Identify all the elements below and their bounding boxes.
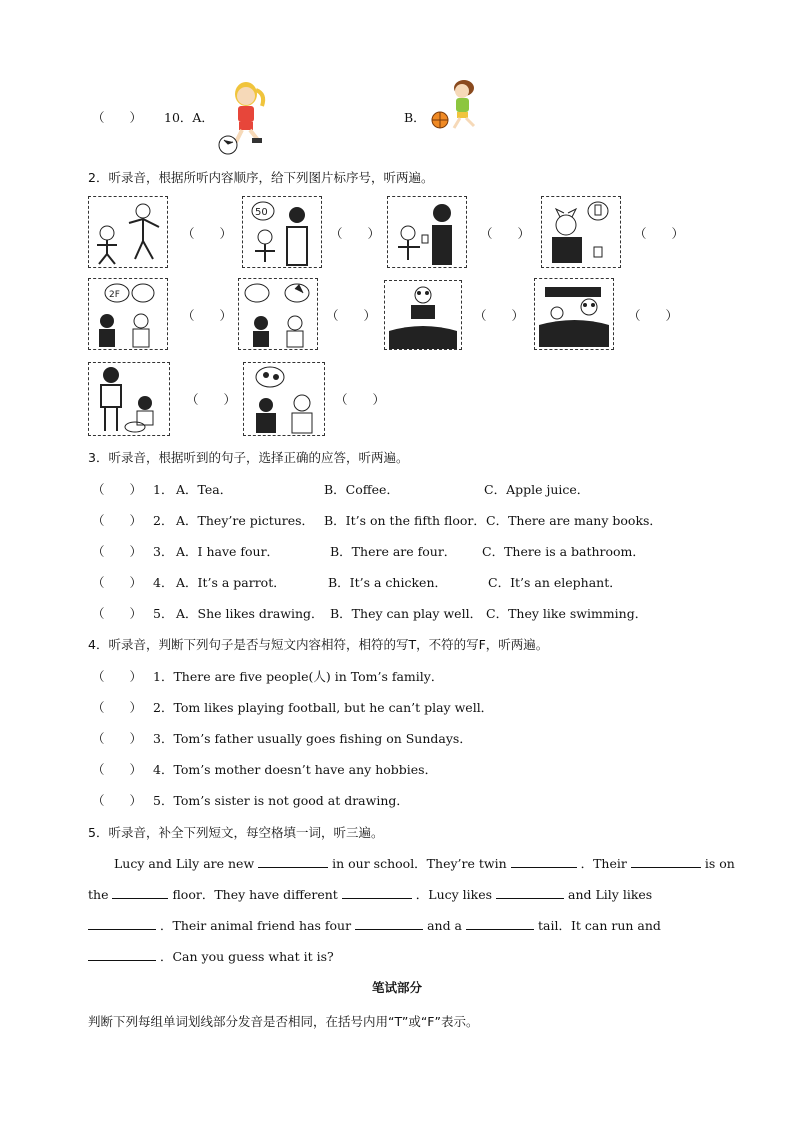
passage-text: and Lily likes — [568, 887, 653, 902]
answer-paren[interactable]: （ ） — [92, 700, 143, 715]
fill-blank[interactable] — [342, 886, 412, 899]
passage-text: ．Their — [580, 856, 627, 871]
statement: 2．Tom likes playing football, but he can’t play well． — [153, 700, 494, 715]
section-3-title: 3．听录音，根据听到的句子，选择正确的应答，听两遍。 — [88, 450, 409, 465]
passage-text: is on — [704, 856, 735, 871]
picture-7-answer[interactable]: （ ） — [474, 308, 525, 323]
passage-text: and a — [427, 918, 462, 933]
answer-paren[interactable]: （ ） — [92, 544, 143, 559]
answer-paren[interactable]: （ ） — [92, 793, 143, 808]
passage-line-3 — [88, 916, 661, 934]
fill-blank[interactable] — [355, 917, 423, 930]
picture-3 — [387, 196, 467, 268]
option-c: C．It’s an elephant． — [488, 575, 622, 590]
picture-6 — [238, 278, 318, 350]
option-c: C．They like swimming． — [486, 606, 648, 621]
fill-blank[interactable] — [258, 855, 328, 868]
option-a: A．They’re pictures． — [176, 513, 315, 528]
fill-blank[interactable] — [496, 886, 564, 899]
fill-blank[interactable] — [112, 886, 168, 899]
picture-4 — [541, 196, 621, 268]
option-a: A．I have four． — [176, 544, 280, 559]
written-part-title: 笔试部分 — [371, 980, 422, 995]
picture-4-answer[interactable]: （ ） — [634, 226, 685, 241]
picture-7 — [384, 280, 462, 350]
option-b: B．It’s on the fifth floor． — [324, 513, 486, 528]
fill-blank[interactable] — [631, 855, 701, 868]
passage-line-4 — [88, 947, 334, 965]
answer-paren[interactable]: （ ） — [92, 669, 143, 684]
picture-8 — [534, 278, 614, 350]
statement: 1．There are five people(人) in Tom’s family． — [153, 669, 444, 684]
answer-paren[interactable]: （ ） — [92, 482, 143, 497]
section-2-title: 2．听录音，根据所听内容顺序，给下列图片标序号，听两遍。 — [88, 170, 434, 185]
option-c: C．There is a bathroom． — [482, 544, 645, 559]
picture-5-answer[interactable]: （ ） — [182, 308, 233, 323]
picture-9 — [88, 362, 170, 436]
item-number: 2． — [153, 513, 174, 528]
option-a: A．Tea． — [176, 482, 233, 497]
option-b: B．They can play well． — [330, 606, 483, 621]
answer-paren[interactable]: （ ） — [92, 731, 143, 746]
statement: 4．Tom’s mother doesn’t have any hobbies． — [153, 762, 438, 777]
svg-text:2F: 2F — [109, 290, 120, 300]
option-c: C．There are many books． — [486, 513, 662, 528]
picture-10 — [243, 362, 325, 436]
picture-10-answer[interactable]: （ ） — [335, 392, 386, 407]
answer-paren[interactable]: （ ） — [92, 513, 143, 528]
item-number: 3． — [153, 544, 174, 559]
q10-paren[interactable]: （ ） — [92, 110, 143, 125]
passage-line-2 — [88, 885, 652, 903]
fill-blank[interactable] — [88, 948, 156, 961]
fill-blank[interactable] — [88, 917, 156, 930]
passage-text: the — [88, 887, 109, 902]
option-a: A．It’s a parrot． — [176, 575, 286, 590]
q10-option-b: B． — [404, 110, 426, 125]
svg-text:50: 50 — [255, 207, 268, 218]
statement: 3．Tom’s father usually goes fishing on Sundays． — [153, 731, 472, 746]
item-number: 4． — [153, 575, 174, 590]
picture-8-answer[interactable]: （ ） — [628, 308, 679, 323]
q10-label: 10．A． — [164, 110, 214, 125]
picture-3-answer[interactable]: （ ） — [480, 226, 531, 241]
girl-football-image — [212, 78, 276, 156]
section-4-title: 4．听录音，判断下列句子是否与短文内容相符，相符的写T，不符的写F，听两遍。 — [88, 637, 549, 652]
passage-text: ．Lucy likes — [415, 887, 493, 902]
option-b: B．There are four． — [330, 544, 457, 559]
picture-1 — [88, 196, 168, 268]
picture-2-answer[interactable]: （ ） — [330, 226, 381, 241]
fill-blank[interactable] — [511, 855, 577, 868]
answer-paren[interactable]: （ ） — [92, 762, 143, 777]
girl-basketball-image — [428, 78, 492, 136]
picture-6-answer[interactable]: （ ） — [326, 308, 377, 323]
option-c: C．Apple juice． — [484, 482, 590, 497]
item-number: 1． — [153, 482, 174, 497]
answer-paren[interactable]: （ ） — [92, 606, 143, 621]
picture-9-answer[interactable]: （ ） — [186, 392, 237, 407]
picture-5 — [88, 278, 168, 350]
picture-2 — [242, 196, 322, 268]
option-b: B．It’s a chicken． — [328, 575, 448, 590]
option-a: A．She likes drawing． — [176, 606, 324, 621]
picture-1-answer[interactable]: （ ） — [182, 226, 233, 241]
passage-line-1 — [114, 854, 735, 872]
passage-text: ．Their animal friend has four — [159, 918, 352, 933]
option-b: B．Coffee． — [324, 482, 399, 497]
answer-paren[interactable]: （ ） — [92, 575, 143, 590]
written-instruction: 判断下列每组单词划线部分发音是否相同，在括号内用“T”或“F”表示。 — [88, 1014, 479, 1029]
fill-blank[interactable] — [466, 917, 534, 930]
passage-text: in our school．They’re twin — [332, 856, 507, 871]
passage-text: Lucy and Lily are new — [114, 856, 255, 871]
passage-text: ．Can you guess what it is? — [159, 949, 334, 964]
passage-text: tail．It can run and — [537, 918, 661, 933]
item-number: 5． — [153, 606, 174, 621]
passage-text: floor．They have different — [172, 887, 338, 902]
section-5-title: 5．听录音，补全下列短文，每空格填一词，听三遍。 — [88, 825, 384, 840]
statement: 5．Tom’s sister is not good at drawing． — [153, 793, 409, 808]
